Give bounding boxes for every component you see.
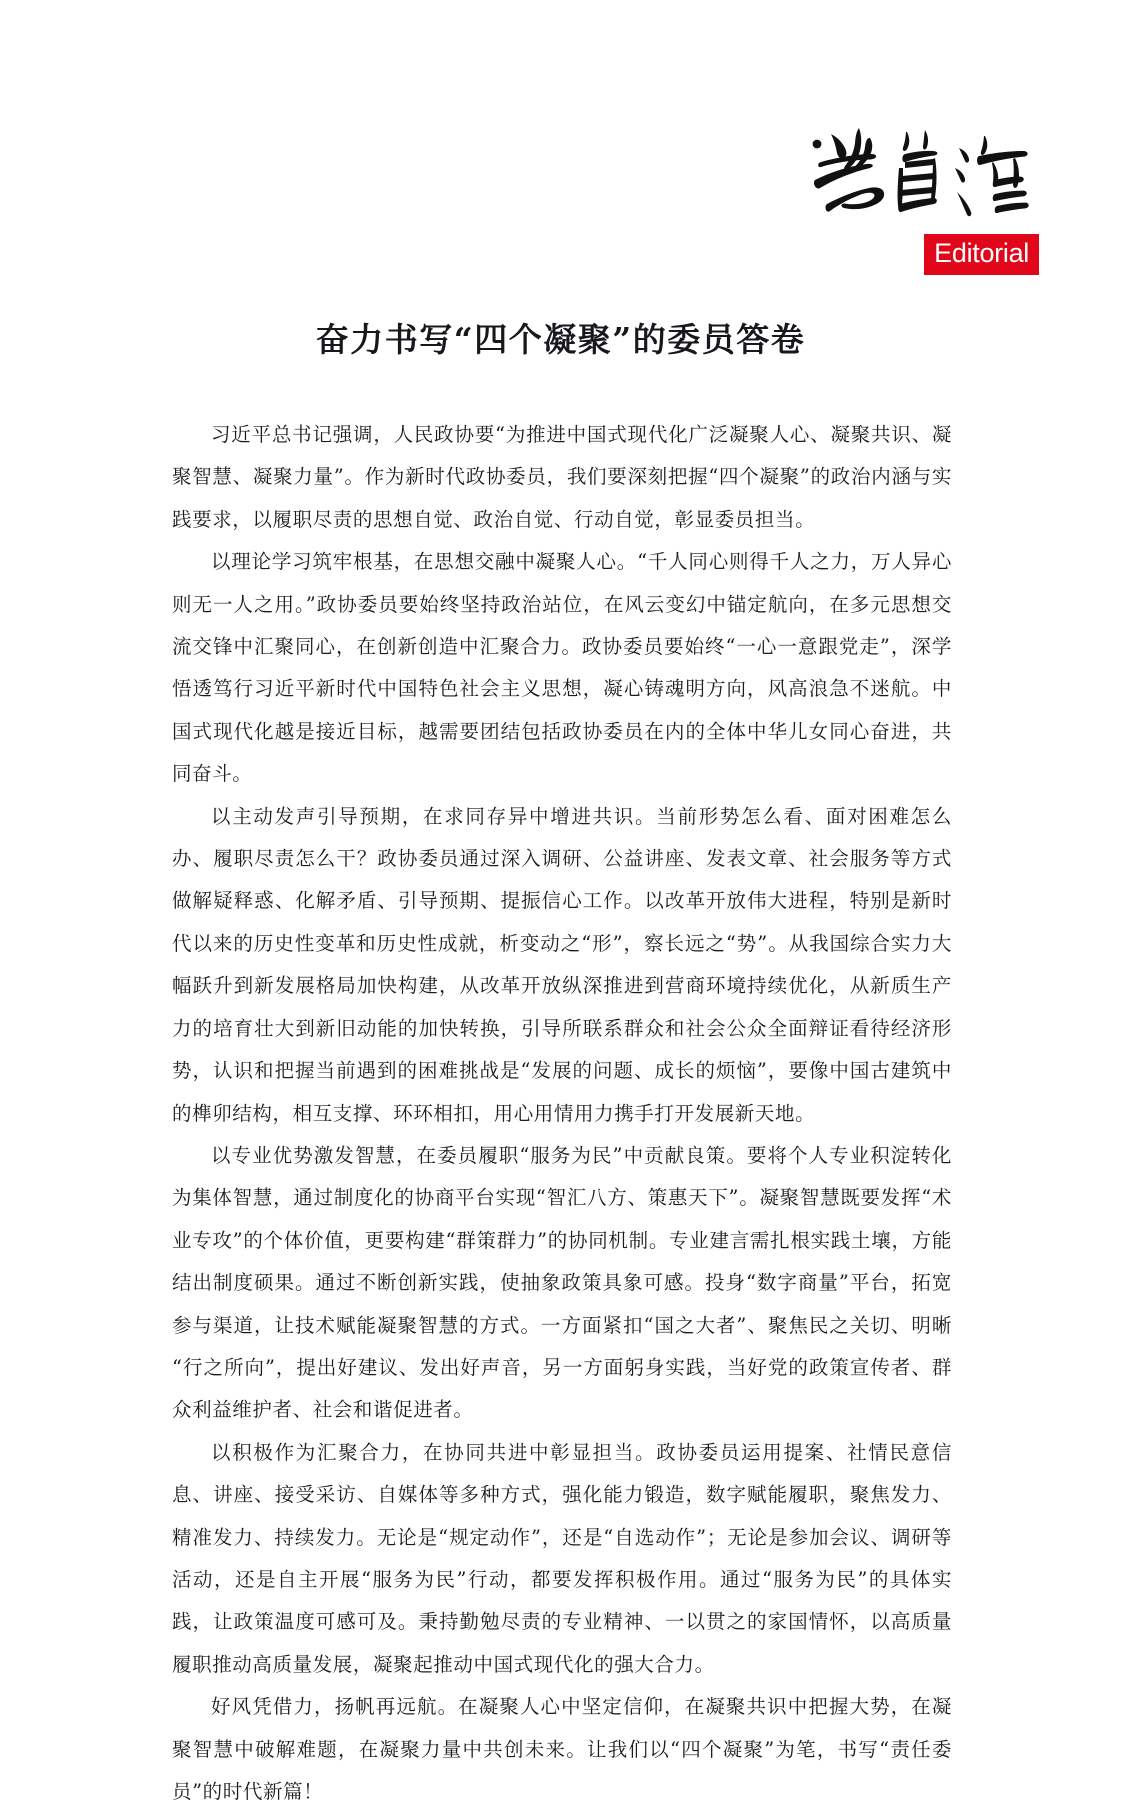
page-title: 奋力书写“四个凝聚”的委员答卷 bbox=[315, 320, 806, 359]
masthead bbox=[789, 118, 1039, 275]
body-paragraph: 以理论学习筑牢根基，在思想交融中凝聚人心。“千人同心则得千人之力，万人异心则无一人之用。”政协委员要始终坚持政治站位，在风云变幻中锚定航向，在多元思想交流交锋中汇聚同心，在创新创造中汇聚合力。政协委员要始终“一心一意跟党走”，深学悟透笃行习近平新时代中国特色社会主义思想，凝心铸魂明方向，风高浪急不迷航。中国式现代化越是接近目标，越需要团结包括政协委员在内的全体中华儿女同心奋进，共同奋斗。 bbox=[172, 550, 952, 786]
article-body bbox=[172, 414, 952, 1813]
body-paragraph: 以主动发声引导预期，在求同存异中增进共识。当前形势怎么看、面对困难怎么办、履职尽责怎么干？政协委员通过深入调研、公益讲座、发表文章、社会服务等方式做解疑释惑、化解矛盾、引导预期、提振信心工作。以改革开放伟大进程，特别是新时代以来的历史性变革和历史性成就，析变动之“形”，察长远之“势”。从我国综合实力大幅跃升到新发展格局加快构建，从改革开放纵深推进到营商环境持续优化，从新质生产力的培育壮大到新旧动能的加快转换，引导所联系群众和社会公众全面辩证看待经济形势，认识和把握当前遇到的困难挑战是“发展的问题、成长的烦恼”，要像中国古建筑中的榫卯结构，相互支撑、环环相扣，用心用情用力携手打开发展新天地。 bbox=[172, 804, 952, 1125]
editorial-badge: Editorial bbox=[924, 234, 1039, 275]
body-paragraph: 习近平总书记强调，人民政协要“为推进中国式现代化广泛凝聚人心、凝聚共识、凝聚智慧、凝聚力量”。作为新时代政协委员，我们要深刻把握“四个凝聚”的政治内涵与实践要求，以履职尽责的思想自觉、政治自觉、行动自觉，彰显委员担当。 bbox=[172, 423, 952, 531]
body-paragraph: 好风凭借力，扬帆再远航。在凝聚人心中坚定信仰，在凝聚共识中把握大势，在凝聚智慧中破解难题，在凝聚力量中共创未来。让我们以“四个凝聚”为笔，书写“责任委员”的时代新篇！ bbox=[172, 1695, 952, 1803]
body-paragraph: 以积极作为汇聚合力，在协同共进中彰显担当。政协委员运用提案、社情民意信息、讲座、接受采访、自媒体等多种方式，强化能力锻造，数字赋能履职，聚焦发力、精准发力、持续发力。无论是“规定动作”，还是“自选动作”；无论是参加会议、调研等活动，还是自主开展“服务为民”行动，都要发挥积极作用。通过“服务为民”的具体实践，让政策温度可感可及。秉持勤勉尽责的专业精神、一以贯之的家国情怀，以高质量履职推动高质量发展，凝聚起推动中国式现代化的强大合力。 bbox=[172, 1440, 952, 1676]
body-paragraph: 以专业优势激发智慧，在委员履职“服务为民”中贡献良策。要将个人专业积淀转化为集体智慧，通过制度化的协商平台实现“智汇八方、策惠天下”。凝聚智慧既要发挥“术业专攻”的个体价值，更要构建“群策群力”的协同机制。专业建言需扎根实践土壤，方能结出制度硕果。通过不断创新实践，使抽象政策具象可感。投身“数字商量”平台，拓宽参与渠道，让技术赋能凝聚智慧的方式。一方面紧扣“国之大者”、聚焦民之关切、明晰“行之所向”，提出好建议、发出好声音，另一方面躬身实践，当好党的政策宣传者、群众利益维护者、社会和谐促进者。 bbox=[172, 1143, 952, 1422]
juanshouyu-calligraphy-icon bbox=[789, 118, 1039, 226]
